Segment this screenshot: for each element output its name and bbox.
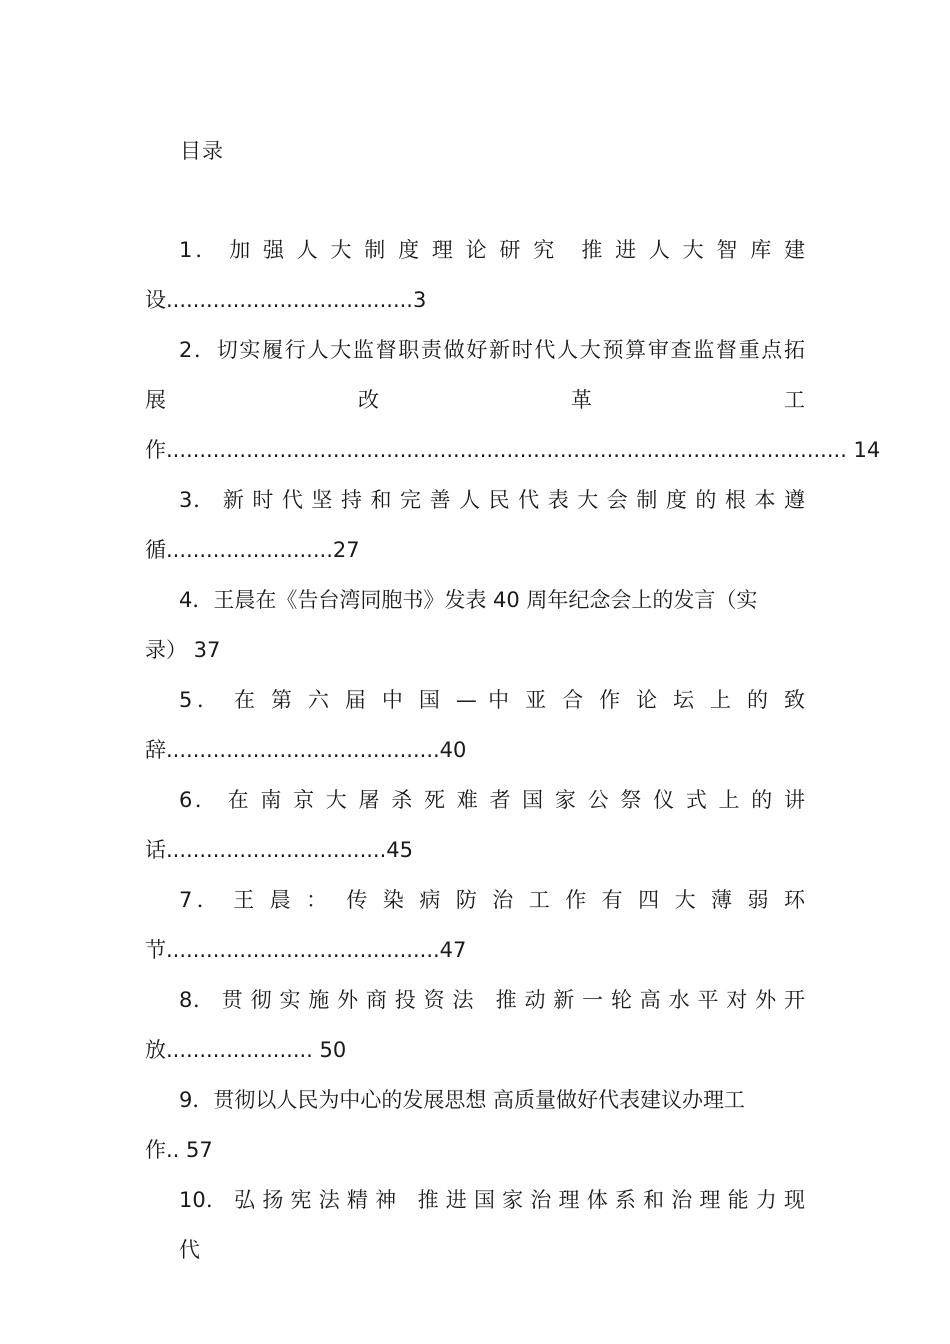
toc-entry-4-line-1: 4．王晨在《告台湾同胞书》发表 40 周年纪念会上的发言（实 [179, 588, 758, 612]
toc-entry-5-line-1: 5． 在 第 六 届 中 国 — 中 亚 合 作 论 坛 上 的 致 [179, 688, 805, 712]
toc-entry-9-line-1: 9．贯彻以人民为中心的发展思想 高质量做好代表建议办理工 [179, 1088, 746, 1112]
toc-entry-3-line-2: 循.........................27 [145, 538, 360, 562]
toc-entry-7-line-2: 节.........................................47 [145, 938, 467, 962]
toc-entry-10-line-1: 10． 弘 扬 宪 法 精 神 推 进 国 家 治 理 体 系 和 治 理 能 力 现 代 [179, 1188, 805, 1262]
toc-entry-3-line-1: 3． 新 时 代 坚 持 和 完 善 人 民 代 表 大 会 制 度 的 根 本 遵 [179, 488, 805, 512]
toc-entry-2-char-3: 革 [571, 388, 592, 412]
toc-entry-2-char-4: 工 [784, 388, 805, 412]
toc-entry-6-line-2: 话.................................45 [145, 838, 414, 862]
toc-entry-2-line-2 [145, 375, 805, 425]
toc-entry-2-line-3: 作...................................................................................................... 14 [145, 438, 881, 462]
toc-entry-6-line-1: 6． 在 南 京 大 屠 杀 死 难 者 国 家 公 祭 仪 式 上 的 讲 [179, 788, 805, 812]
toc-entry-8-line-2: 放...................... 50 [145, 1038, 347, 1062]
toc-entry-9-line-2: 作.. 57 [145, 1138, 213, 1162]
toc-entry-1-line-2: 设.....................................3 [145, 288, 427, 312]
toc-entry-2-line-1: 2．切实履行人大监督职责做好新时代人大预算审查监督重点拓 [179, 338, 805, 362]
toc-entry-5-line-2: 辞.........................................40 [145, 738, 467, 762]
toc-entry-4-line-2: 录） 37 [145, 638, 221, 662]
toc-title: 目录 [180, 139, 224, 163]
toc-entry-2-char-2: 改 [358, 388, 379, 412]
toc-entry-1-line-1: 1． 加 强 人 大 制 度 理 论 研 究 推 进 人 大 智 库 建 [179, 238, 805, 262]
toc-list [145, 225, 881, 1262]
toc-entry-7-line-1: 7． 王 晨 ： 传 染 病 防 治 工 作 有 四 大 薄 弱 环 [179, 888, 805, 912]
toc-entry-8-line-1: 8． 贯 彻 实 施 外 商 投 资 法 推 动 新 一 轮 高 水 平 对 外 开 [179, 988, 805, 1012]
toc-entry-2-char-1: 展 [145, 388, 166, 412]
